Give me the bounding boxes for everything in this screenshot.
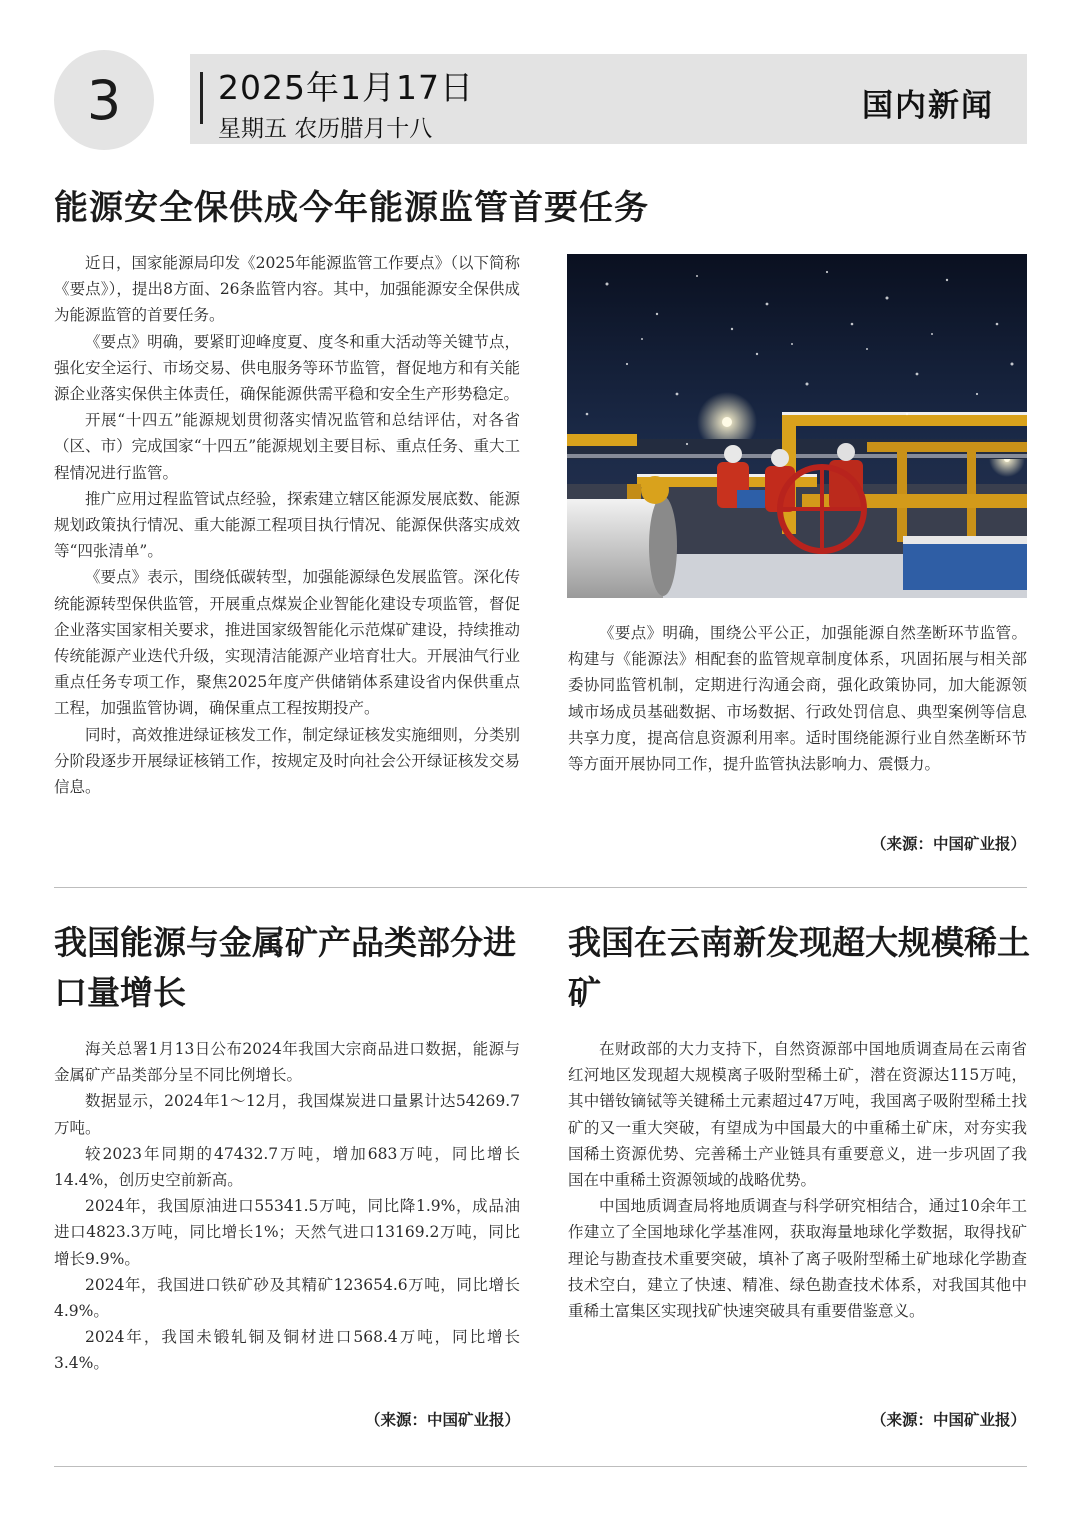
article2-paragraph: 海关总署1月13日公布2024年我国大宗商品进口数据，能源与金属矿产品类部分呈不同比例增长。 — [54, 1040, 520, 1085]
article1-paragraph: 推广应用过程监管试点经验，探索建立辖区能源发展底数、能源规划政策执行情况、重大能源工程项目执行情况、能源保供落实成效等“四张清单”。 — [54, 489, 520, 561]
article1-column1 — [54, 250, 520, 800]
article2-paragraph: 数据显示，2024年1～12月，我国煤炭进口量累计达54269.7万吨。 — [54, 1092, 520, 1137]
article1-paragraph: 《要点》明确，要紧盯迎峰度夏、度冬和重大活动等关键节点，强化安全运行、市场交易、供电服务等环节监管，督促地方和有关能源企业落实保供主体责任，确保能源供需平稳和安全生产形势稳定。 — [54, 332, 520, 404]
article2-body — [54, 1036, 520, 1377]
article3-body — [568, 1036, 1027, 1324]
article1-paragraph: 《要点》表示，围绕低碳转型，加强能源绿色发展监管。深化传统能源转型保供监管，开展重点煤炭企业智能化建设专项监管，督促企业落实国家相关要求，推进国家级智能化示范煤矿建设，持续推动传统能源产业迭代升级，实现清洁能源产业培育壮大。开展油气行业重点任务专项工作，聚焦2025年度产供储销体系建设省内保供重点工程，加强监管协调，确保重点工程按期投产。 — [54, 568, 520, 718]
article1-paragraph: 《要点》明确，围绕公平公正，加强能源自然垄断环节监管。构建与《能源法》相配套的监管规章制度体系，巩固拓展与相关部委协同监管机制，定期进行沟通会商，强化政策协同，加大能源领域市场成员基础数据、市场数据、行政处罚信息、典型案例等信息共享力度，提高信息资源利用率。适时围绕能源行业自然垄断环节等方面开展协同工作，提升监管执法影响力、震慑力。 — [568, 624, 1027, 774]
night-pipeline-scene — [567, 254, 1027, 598]
article1-photo — [567, 254, 1027, 598]
page-number-badge — [54, 50, 154, 150]
article1-column2 — [568, 620, 1027, 777]
article2-source: （来源：中国矿业报） — [364, 1411, 520, 1429]
article3-paragraph: 中国地质调查局将地质调查与科学研究相结合，通过10余年工作建立了全国地球化学基准网，获取海量地球化学数据，取得找矿理论与勘查技术重要突破，填补了离子吸附型稀土矿地球化学勘查技术空白，建立了快速、精准、绿色勘查技术体系，对我国其他中重稀土富集区实现找矿快速突破具有重要借鉴意义。 — [568, 1197, 1027, 1321]
page-bottom-divider — [54, 1466, 1027, 1467]
section-divider — [54, 887, 1027, 888]
article1-paragraph: 开展“十四五”能源规划贯彻落实情况监管和总结评估，对各省（区、市）完成国家“十四五”能源规划主要目标、重点任务、重大工程情况进行监管。 — [54, 411, 520, 482]
article2-paragraph: 2024年，我国未锻轧铜及铜材进口568.4万吨，同比增长3.4%。 — [54, 1328, 520, 1373]
article2-paragraph: 较2023年同期的47432.7万吨，增加683万吨，同比增长14.4%，创历史空前新高。 — [54, 1144, 520, 1190]
article3-source: （来源：中国矿业报） — [870, 1411, 1026, 1429]
article1-paragraph: 近日，国家能源局印发《2025年能源监管工作要点》（以下简称《要点》），提出8方面、26条监管内容。其中，加强能源安全保供成为能源监管的首要任务。 — [54, 254, 520, 325]
issue-date: 2025年1月17日 — [218, 68, 474, 107]
article1-paragraph: 同时，高效推进绿证核发工作，制定绿证核发实施细则，分类别分阶段逐步开展绿证核销工作，按规定及时向社会公开绿证核发交易信息。 — [54, 725, 520, 797]
article2-paragraph: 2024年，我国原油进口55341.5万吨，同比降1.9%，成品油进口4823.3万吨，同比增长1%；天然气进口13169.2万吨，同比增长9.9%。 — [54, 1197, 520, 1268]
page-number: 3 — [86, 68, 122, 132]
section-title: 国内新闻 — [862, 88, 994, 124]
weekday-lunar-date: 星期五 农历腊月十八 — [218, 116, 433, 142]
header-divider — [200, 72, 203, 124]
article2-paragraph: 2024年，我国进口铁矿砂及其精矿123654.6万吨，同比增长4.9%。 — [54, 1275, 520, 1321]
article1-source: （来源：中国矿业报） — [870, 835, 1026, 853]
article1-title: 能源安全保供成今年能源监管首要任务 — [54, 188, 649, 228]
article3-paragraph: 在财政部的大力支持下，自然资源部中国地质调查局在云南省红河地区发现超大规模离子吸附型稀土矿，潜在资源达115万吨，其中镨钕镝铽等关键稀土元素超过47万吨，我国离子吸附型稀土找矿的又一重大突破，有望成为中国最大的中重稀土矿床，对夯实我国稀土资源优势、完善稀土产业链具有重要意义，进一步巩固了我国在中重稀土资源领域的战略优势。 — [568, 1040, 1027, 1190]
article2-title: 我国能源与金属矿产品类部分进口量增长 — [54, 923, 516, 1012]
article3-title: 我国在云南新发现超大规模稀土矿 — [568, 923, 1030, 1012]
